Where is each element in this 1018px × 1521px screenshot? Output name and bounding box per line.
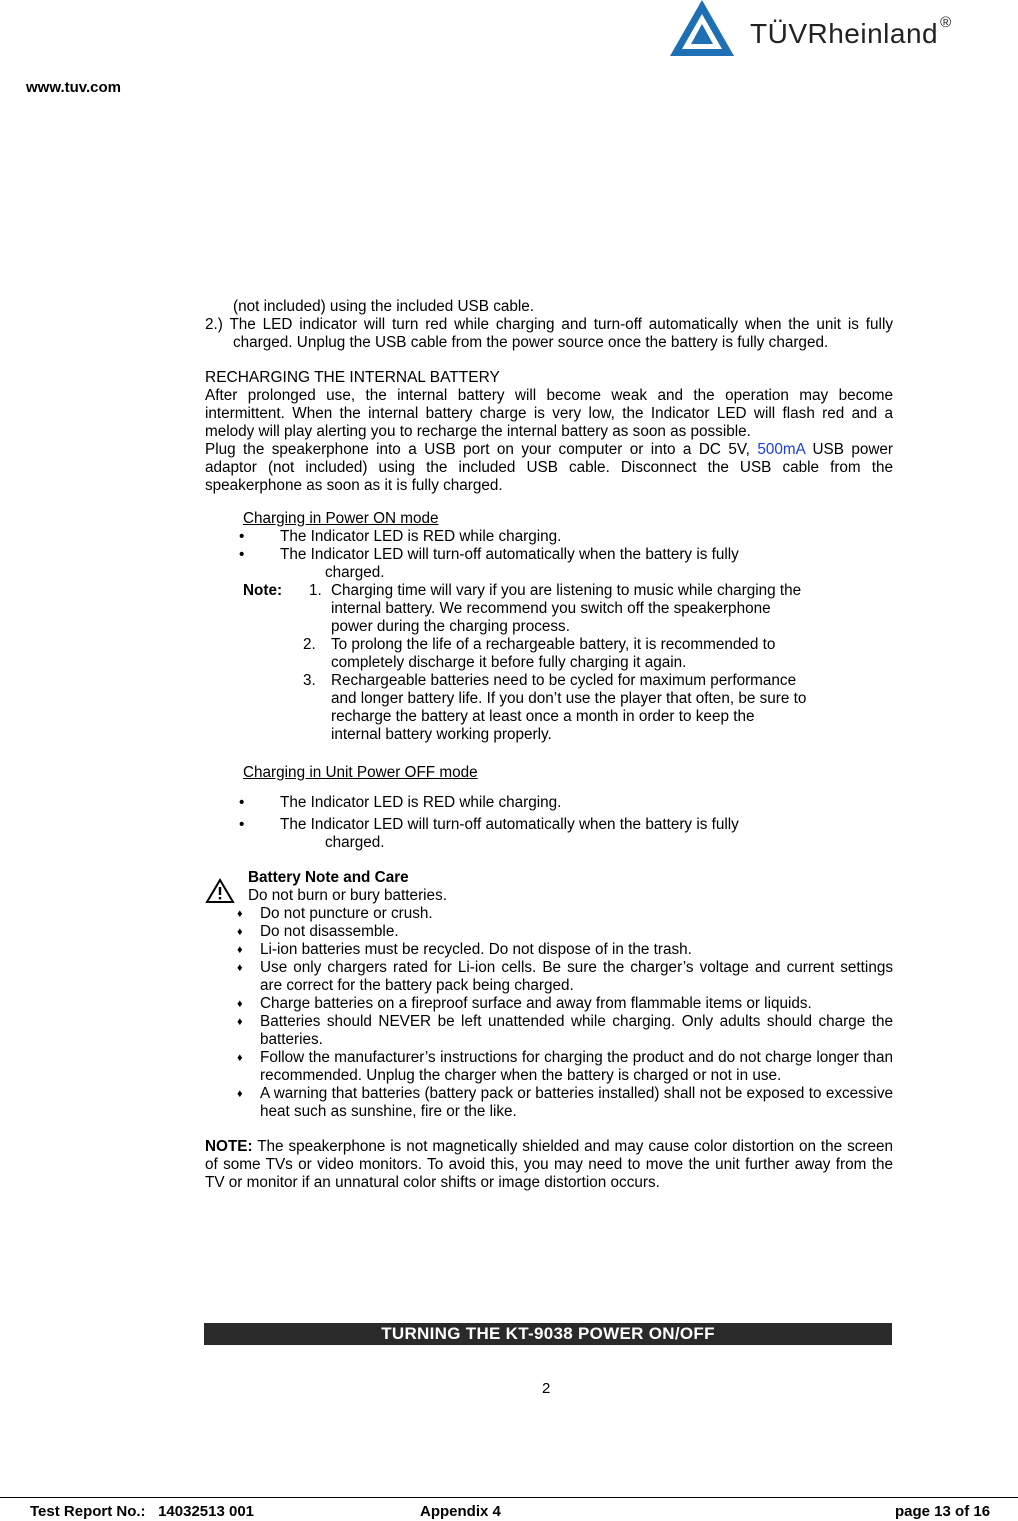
tuv-logo-text: TÜVRheinland ® bbox=[750, 14, 952, 49]
recharge-paragraph-1: After prolonged use, the internal battery will become weak and the operation may become intermittent. When the internal battery charge is very low, the Indicator LED will flash red and a melody will play alerting you to recharge the internal battery as soon as possible. bbox=[205, 387, 893, 440]
magnetic-note: NOTE: The speakerphone is not magnetically shielded and may cause color distortion on the screen of some TVs or video monitors. To avoid this, you may need to move the unit further away from the TV or monitor if an unnatural color shifts or image distortion occurs. bbox=[205, 1138, 893, 1191]
list-item: ♦ Batteries should NEVER be left unattended while charging. Only adults should charge the batteries. bbox=[237, 1013, 893, 1048]
manual-page-number: 2 bbox=[542, 1380, 551, 1397]
on-mode-bullet-1: • The Indicator LED is RED while charging. bbox=[239, 528, 562, 545]
off-mode-bullet-2: • The Indicator LED will turn-off automatically when the battery is fully bbox=[239, 816, 739, 833]
battery-care-title: Battery Note and Care bbox=[248, 869, 409, 886]
list-item: ♦ Li-ion batteries must be recycled. Do not dispose of in the trash. bbox=[237, 941, 692, 958]
on-mode-note-3: 3. Rechargeable batteries need to be cycled for maximum performance bbox=[303, 672, 797, 689]
list-item: ♦ Follow the manufacturer’s instructions for charging the product and do not charge longer than recommended. Unplug the charger when the battery is charged or not in use. bbox=[237, 1049, 893, 1084]
on-mode-note-3-line-2: and longer battery life. If you don’t use the player that often, be sure to bbox=[331, 690, 807, 707]
page-indicator: page 13 of 16 bbox=[895, 1503, 991, 1520]
on-mode-bullet-2-cont: charged. bbox=[325, 564, 385, 581]
on-mode-note-2: 2. To prolong the life of a rechargeable battery, it is recommended to bbox=[303, 636, 776, 653]
on-mode-note-2-line-2: completely discharge it before fully charging it again. bbox=[331, 654, 687, 671]
off-mode-title: Charging in Unit Power OFF mode bbox=[243, 764, 478, 781]
list-item: ♦ Do not disassemble. bbox=[237, 923, 399, 940]
site-url[interactable]: www.tuv.com bbox=[26, 79, 122, 96]
battery-care-section bbox=[205, 869, 893, 905]
list-item: ♦ Do not puncture or crush. bbox=[237, 905, 433, 922]
on-mode-bullet-2: • The Indicator LED will turn-off automatically when the battery is fully bbox=[239, 546, 739, 563]
battery-care-list bbox=[205, 905, 893, 1121]
battery-care-intro: Do not burn or bury batteries. bbox=[248, 887, 447, 904]
warning-triangle-icon bbox=[205, 878, 235, 904]
step-2: 2.) The LED indicator will turn red while charging and turn-off automatically when the unit is fully charged. Unplug the USB cable from the power source once the battery is fully charged. bbox=[205, 316, 893, 351]
recharge-paragraph-2: Plug the speakerphone into a USB port on your computer or into a DC 5V, 500mA USB power adaptor (not included) using the included USB cable. Disconnect the USB cable from the speakerphone as soon as it is fully charged. bbox=[205, 441, 894, 494]
on-mode-note-1: Note: 1. Charging time will vary if you are listening to music while charging the bbox=[243, 582, 802, 599]
step-continuation: (not included) using the included USB cable. bbox=[233, 298, 535, 315]
recharge-heading: RECHARGING THE INTERNAL BATTERY bbox=[205, 369, 500, 386]
list-item: ♦ A warning that batteries (battery pack or batteries installed) shall not be exposed to excessive heat such as sunshine, fire or the like. bbox=[237, 1085, 893, 1120]
on-mode-note-3-line-4: internal battery working properly. bbox=[331, 726, 552, 743]
off-mode-bullet-1: • The Indicator LED is RED while charging. bbox=[239, 794, 562, 811]
off-mode-bullet-2-cont: charged. bbox=[325, 834, 385, 851]
section-band-title: TURNING THE KT-9038 POWER ON/OFF bbox=[204, 1323, 892, 1345]
appendix-label: Appendix 4 bbox=[420, 1503, 501, 1520]
report-number: Test Report No.: 14032513 001 bbox=[30, 1503, 255, 1520]
tuv-logo-triangle-icon bbox=[668, 0, 748, 58]
on-mode-note-1-line-2: internal battery. We recommend you switch off the speakerphone bbox=[331, 600, 771, 617]
list-item: ♦ Use only chargers rated for Li-ion cells. Be sure the charger’s voltage and current settings are correct for the battery pack being charged. bbox=[237, 959, 893, 994]
manual-content bbox=[205, 298, 893, 1192]
on-mode-note-1-line-3: power during the charging process. bbox=[331, 618, 570, 635]
on-mode-title: Charging in Power ON mode bbox=[243, 510, 439, 527]
footer-divider bbox=[0, 1497, 1018, 1498]
list-item: ♦ Charge batteries on a fireproof surface and away from flammable items or liquids. bbox=[237, 995, 812, 1012]
on-mode-note-3-line-3: recharge the battery at least once a month in order to keep the bbox=[331, 708, 755, 725]
